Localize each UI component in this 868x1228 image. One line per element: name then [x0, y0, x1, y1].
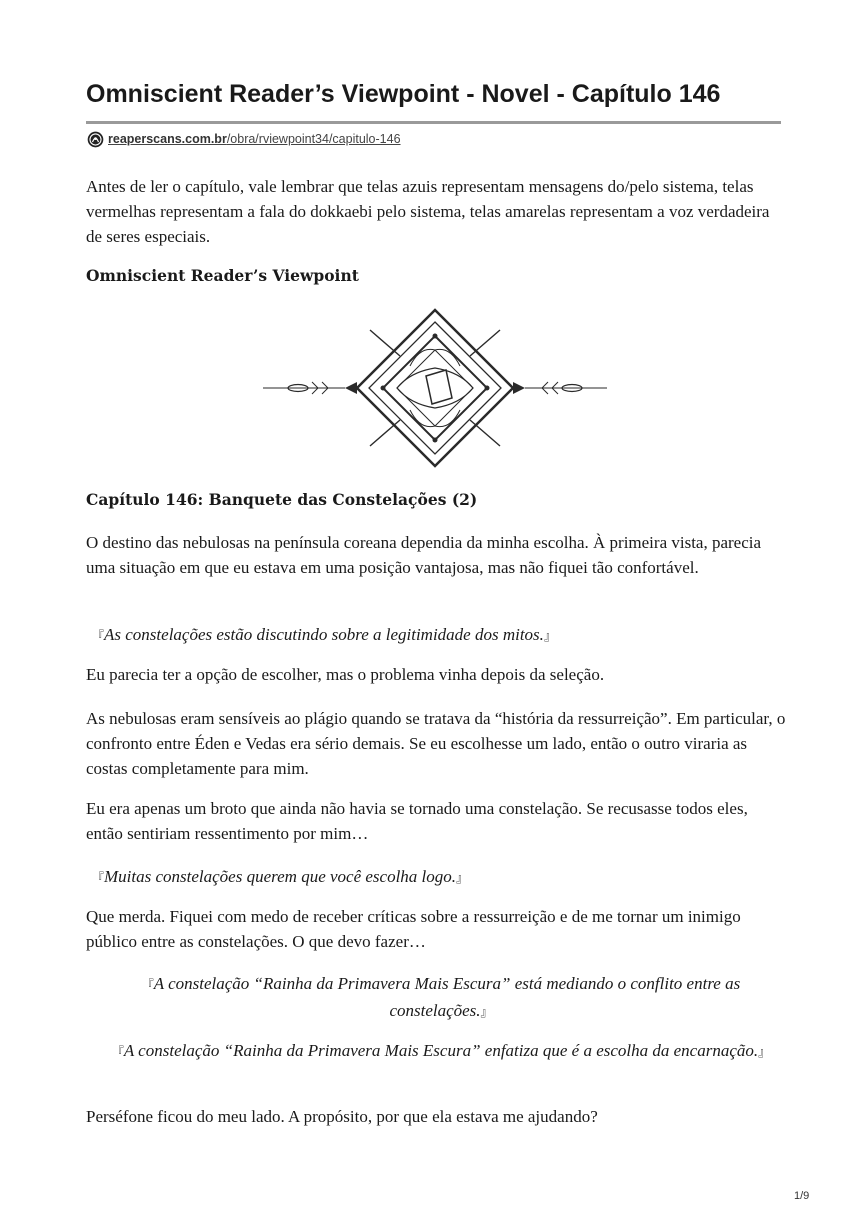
system-message-text: A constelação “Rainha da Primavera Mais Escura” enfatiza que é a escolha da encarnação. — [123, 1041, 759, 1060]
source-line — [87, 129, 401, 149]
open-quote-mark: 『 — [141, 978, 154, 992]
novel-heading: Omniscient Reader’s Viewpoint — [86, 266, 359, 285]
close-quote-mark: 』 — [758, 1045, 771, 1059]
body-paragraph: Perséfone ficou do meu lado. A propósito, por que ela estava me ajudando? — [86, 1107, 598, 1126]
close-quote-mark: 』 — [543, 629, 556, 643]
body-paragraph: Eu parecia ter a opção de escolher, mas o problema vinha depois da seleção. — [86, 665, 605, 684]
system-message-text: A constelação “Rainha da Primavera Mais Escura” está mediando o conflito entre as constelações. — [153, 974, 741, 1020]
source-domain: reaperscans.com.br — [108, 132, 227, 146]
title-divider — [86, 121, 781, 124]
source-path: /obra/rviewpoint34/capitulo-146 — [226, 132, 401, 146]
page-number: 1/9 — [794, 1190, 810, 1202]
chapter-heading: Capítulo 146: Banquete das Constelações (2) — [86, 490, 478, 509]
system-message-centered — [96, 971, 786, 1025]
system-message-text: Muitas constelações querem que você escolha logo. — [104, 867, 457, 886]
source-url-link[interactable] — [108, 132, 401, 146]
close-quote-mark: 』 — [456, 871, 469, 885]
system-message — [92, 622, 782, 649]
body-paragraph: O destino das nebulosas na península coreana dependia da minha escolha. À primeira vista, parecia uma situação em que eu estava em uma posição vantajosa, mas não fiquei tão confortável. — [86, 533, 762, 577]
open-quote-mark: 『 — [92, 629, 105, 643]
page-title: Omniscient Reader’s Viewpoint - Novel - Capítulo 146 — [86, 80, 721, 108]
system-message-text: As constelações estão discutindo sobre a legitimidade dos mitos. — [104, 625, 544, 644]
body-paragraph: Eu era apenas um broto que ainda não havia se tornado uma constelação. Se recusasse todos eles, então sentiriam ressentimento por mim… — [86, 799, 748, 843]
body-paragraph: Que merda. Fiquei com medo de receber críticas sobre a ressurreição e de me tornar um inimigo público entre as constelações. O que devo fazer… — [86, 907, 741, 951]
body-paragraph: As nebulosas eram sensíveis ao plágio quando se tratava da “história da ressurreição”. Em particular, o confronto entre Éden e Vedas era sério demais. Se eu escolhesse um lado, então o outro viraria as costas completamente para mim. — [86, 709, 786, 778]
open-quote-mark: 『 — [92, 871, 105, 885]
close-quote-mark: 』 — [480, 1005, 493, 1019]
system-message-centered — [96, 1038, 786, 1065]
system-message — [92, 864, 782, 891]
intro-paragraph: Antes de ler o capítulo, vale lembrar que telas azuis representam mensagens do/pelo sistema, telas vermelhas representam a fala do dokkaebi pelo sistema, telas amarelas representam a voz verdadeira de seres especiais. — [86, 177, 770, 246]
site-favicon-icon — [87, 131, 104, 148]
open-quote-mark: 『 — [111, 1045, 124, 1059]
decorative-ornament-icon — [260, 306, 610, 470]
